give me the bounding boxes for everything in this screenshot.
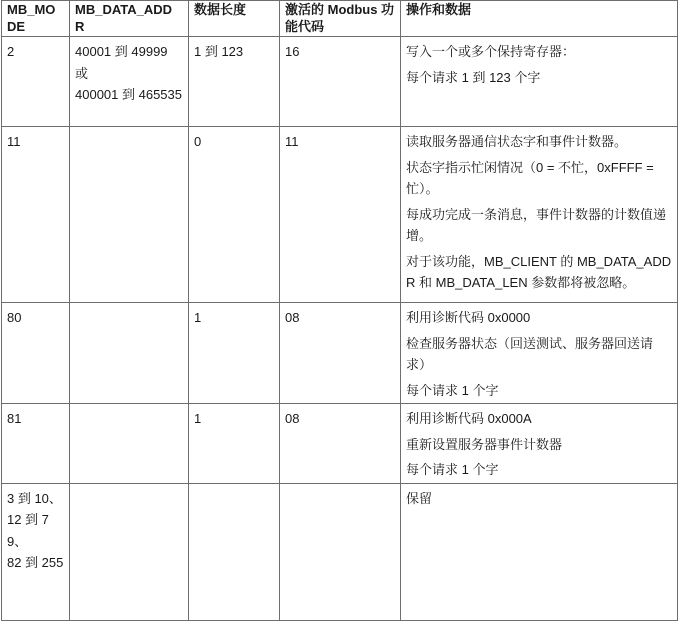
- cell-mb-mode-line: 80: [7, 310, 22, 325]
- cell-operation-and-data-line: 检查服务器状态（回送测试、服务器回送请求）: [406, 335, 654, 372]
- cell-mb-mode: [2, 127, 70, 303]
- cell-operation-and-data-line: 每成功完成一条消息，事件计数器的计数值递增。: [406, 206, 667, 243]
- table-body: [2, 37, 678, 621]
- cell-mb-mode-line: 82 到 255: [7, 555, 64, 570]
- header-mb-data-addr: MB_DATA_ADD R: [70, 1, 189, 37]
- cell-mb-data-addr-line: 40001 到 49999 或: [75, 44, 168, 81]
- cell-operation-and-data-line: 保留: [406, 490, 433, 506]
- cell-data-length: 1: [189, 404, 280, 484]
- cell-function-code: [280, 483, 401, 620]
- cell-operation-and-data-line: 对于该功能，MB_CLIENT 的 MB_DATA_ADDR 和 MB_DATA_LEN 参数都将被忽略。: [406, 253, 672, 290]
- cell-mb-data-addr: [70, 404, 189, 484]
- cell-mb-data-addr: [70, 303, 189, 404]
- table-row: [2, 37, 678, 127]
- cell-operation-and-data: [401, 404, 678, 484]
- cell-operation-and-data-line: 读取服务器通信状态字和事件计数器。: [406, 134, 628, 149]
- cell-data-length: 0: [189, 127, 280, 303]
- cell-mb-mode: [2, 303, 70, 404]
- cell-operation-and-data: [401, 303, 678, 404]
- header-modbus-function-code: 激活的 Modbus 功能代码: [280, 1, 401, 37]
- cell-mb-data-addr: [70, 127, 189, 303]
- cell-operation-and-data: [401, 37, 678, 127]
- cell-mb-data-addr: [70, 483, 189, 620]
- header-data-length: 数据长度: [189, 1, 280, 37]
- cell-mb-mode-line: 81: [7, 411, 22, 426]
- cell-operation-and-data-line: 每个请求 1 个字: [406, 462, 499, 477]
- cell-mb-mode-line: 11: [7, 134, 21, 149]
- cell-operation-and-data-line: 利用诊断代码 0x000A: [406, 411, 532, 426]
- cell-function-code: 08: [280, 404, 401, 484]
- header-operation-and-data: 操作和数据: [401, 1, 678, 37]
- cell-function-code: 16: [280, 37, 401, 127]
- cell-mb-mode-line: 3 到 10、: [7, 490, 62, 506]
- cell-function-code: 08: [280, 303, 401, 404]
- cell-mb-data-addr-line: 400001 到 465535: [75, 87, 182, 102]
- cell-mb-mode: [2, 404, 70, 484]
- cell-data-length: 1 到 123: [189, 37, 280, 127]
- cell-mb-data-addr: [70, 37, 189, 127]
- table-row: [2, 127, 678, 303]
- header-mb-mode: MB_MO DE: [2, 1, 70, 37]
- cell-mb-mode: [2, 483, 70, 620]
- cell-operation-and-data-line: 利用诊断代码 0x0000: [406, 310, 531, 325]
- cell-mb-mode: [2, 37, 70, 127]
- cell-operation-and-data: [401, 483, 678, 620]
- cell-data-length: 1: [189, 303, 280, 404]
- cell-operation-and-data-line: 写入一个或多个保持寄存器：: [406, 44, 576, 59]
- cell-function-code: 11: [280, 127, 401, 303]
- table-row: [2, 483, 678, 620]
- modbus-mode-table: [1, 0, 678, 621]
- cell-operation-and-data-line: 重新设置服务器事件计数器: [406, 436, 563, 452]
- cell-mb-mode-line: 2: [7, 44, 15, 59]
- cell-operation-and-data-line: 每个请求 1 个字: [406, 382, 499, 398]
- table-header-row: [2, 1, 678, 37]
- cell-operation-and-data-line: 状态字指示忙闲情况（0 = 不忙，0xFFFF = 忙）。: [406, 159, 654, 196]
- cell-data-length: [189, 483, 280, 620]
- cell-mb-mode-line: 12 到 79、: [7, 512, 49, 549]
- table-row: [2, 404, 678, 484]
- cell-operation-and-data-line: 每个请求 1 到 123 个字: [406, 69, 541, 85]
- table-row: [2, 303, 678, 404]
- cell-operation-and-data: [401, 127, 678, 303]
